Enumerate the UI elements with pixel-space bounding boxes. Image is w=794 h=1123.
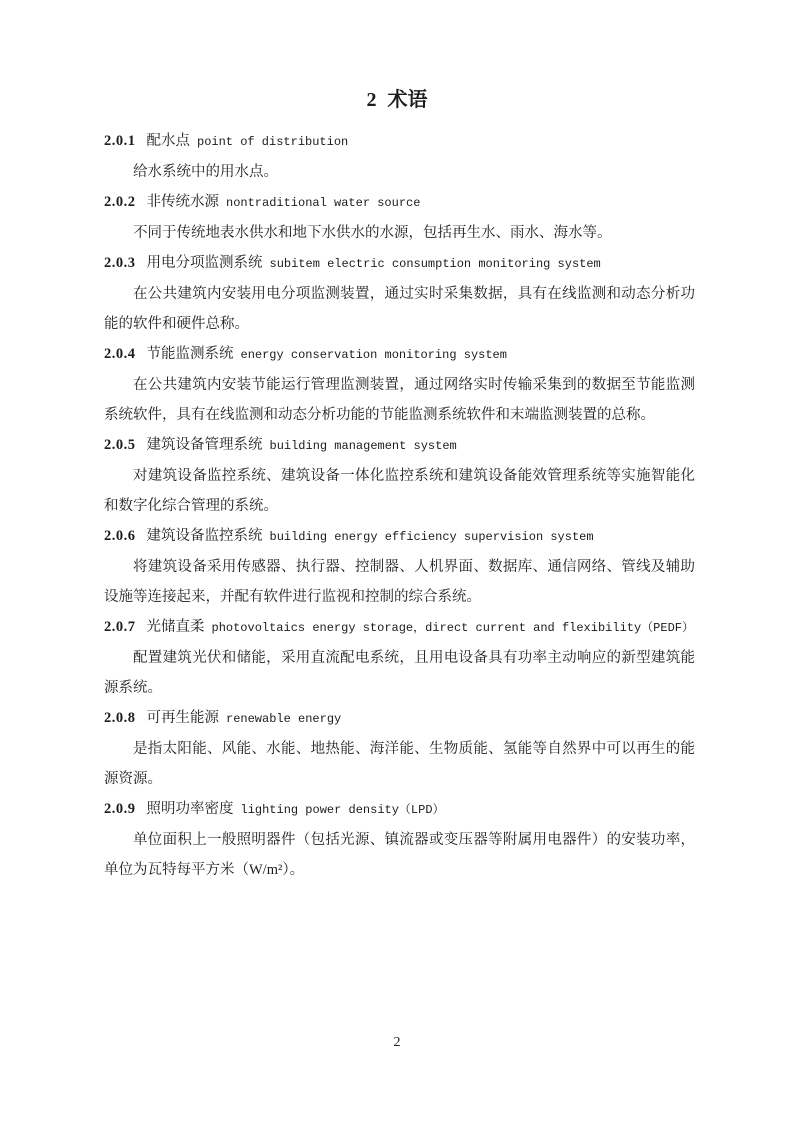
term-name-zh: 可再生能源 <box>146 710 219 726</box>
term-section <box>104 248 695 339</box>
term-name-en: building management system <box>269 439 457 453</box>
term-name-zh: 用电分项监测系统 <box>146 255 263 271</box>
term-heading <box>104 612 695 643</box>
term-number: 2.0.4 <box>104 346 136 362</box>
term-section <box>104 126 695 187</box>
term-section <box>104 187 695 248</box>
term-definition: 在公共建筑内安装用电分项监测装置，通过实时采集数据，具有在线监测和动态分析功能的软件和硬件总称。 <box>104 286 695 332</box>
term-number: 2.0.9 <box>104 801 136 817</box>
term-name-en: renewable energy <box>226 712 342 726</box>
term-number: 2.0.1 <box>104 133 136 149</box>
term-name-zh: 非传统水源 <box>146 194 219 210</box>
term-name-zh: 光储直柔 <box>146 619 205 635</box>
term-heading <box>104 794 695 825</box>
term-number: 2.0.3 <box>104 255 136 271</box>
term-name-zh: 建筑设备管理系统 <box>146 437 263 453</box>
term-name-en: photovoltaics energy storage，direct current and flexibility（PEDF） <box>211 621 694 635</box>
term-heading <box>104 521 695 552</box>
term-definition: 是指太阳能、风能、水能、地热能、海洋能、生物质能、氢能等自然界中可以再生的能源资源。 <box>104 741 695 787</box>
term-number: 2.0.7 <box>104 619 136 635</box>
term-name-zh: 照明功率密度 <box>146 801 234 817</box>
term-number: 2.0.5 <box>104 437 136 453</box>
term-heading <box>104 703 695 734</box>
term-definition: 给水系统中的用水点。 <box>133 164 278 180</box>
chapter-number: 2 <box>366 89 377 111</box>
term-name-en: energy conservation monitoring system <box>240 348 507 362</box>
term-number: 2.0.8 <box>104 710 136 726</box>
term-name-zh: 配水点 <box>146 133 190 149</box>
chapter-title-text: 术语 <box>387 89 428 111</box>
term-definition: 不同于传统地表水供水和地下水供水的水源，包括再生水、雨水、海水等。 <box>133 225 612 241</box>
term-name-en: lighting power density（LPD） <box>240 803 445 817</box>
term-section <box>104 703 695 794</box>
term-heading <box>104 339 695 370</box>
term-definition: 配置建筑光伏和储能，采用直流配电系统，且用电设备具有功率主动响应的新型建筑能源系统。 <box>104 650 695 696</box>
term-heading <box>104 248 695 279</box>
term-heading <box>104 126 695 157</box>
term-section <box>104 430 695 521</box>
term-name-zh: 节能监测系统 <box>146 346 234 362</box>
term-section <box>104 794 695 885</box>
term-number: 2.0.2 <box>104 194 136 210</box>
term-name-en: subitem electric consumption monitoring system <box>269 257 601 271</box>
term-heading <box>104 187 695 218</box>
term-number: 2.0.6 <box>104 528 136 544</box>
term-name-en: point of distribution <box>197 135 349 149</box>
page-title <box>0 0 794 112</box>
term-section <box>104 339 695 430</box>
term-heading <box>104 430 695 461</box>
term-definition: 将建筑设备采用传感器、执行器、控制器、人机界面、数据库、通信网络、管线及辅助设施等连接起来，并配有软件进行监视和控制的综合系统。 <box>104 559 695 605</box>
page-number: 2 <box>393 1035 401 1050</box>
term-definition: 在公共建筑内安装节能运行管理监测装置，通过网络实时传输采集到的数据至节能监测系统软件，具有在线监测和动态分析功能的节能监测系统软件和末端监测装置的总称。 <box>104 377 695 423</box>
term-name-zh: 建筑设备监控系统 <box>146 528 263 544</box>
term-name-en: building energy efficiency supervision system <box>269 530 594 544</box>
term-definition: 对建筑设备监控系统、建筑设备一体化监控系统和建筑设备能效管理系统等实施智能化和数字化综合管理的系统。 <box>104 468 695 514</box>
term-name-en: nontraditional water source <box>226 196 421 210</box>
term-section <box>104 521 695 612</box>
terms-list <box>104 126 695 885</box>
term-section <box>104 612 695 703</box>
term-definition: 单位面积上一般照明器件（包括光源、镇流器或变压器等附属用电器件）的安装功率，单位为瓦特每平方米（W/m²）。 <box>104 832 695 878</box>
